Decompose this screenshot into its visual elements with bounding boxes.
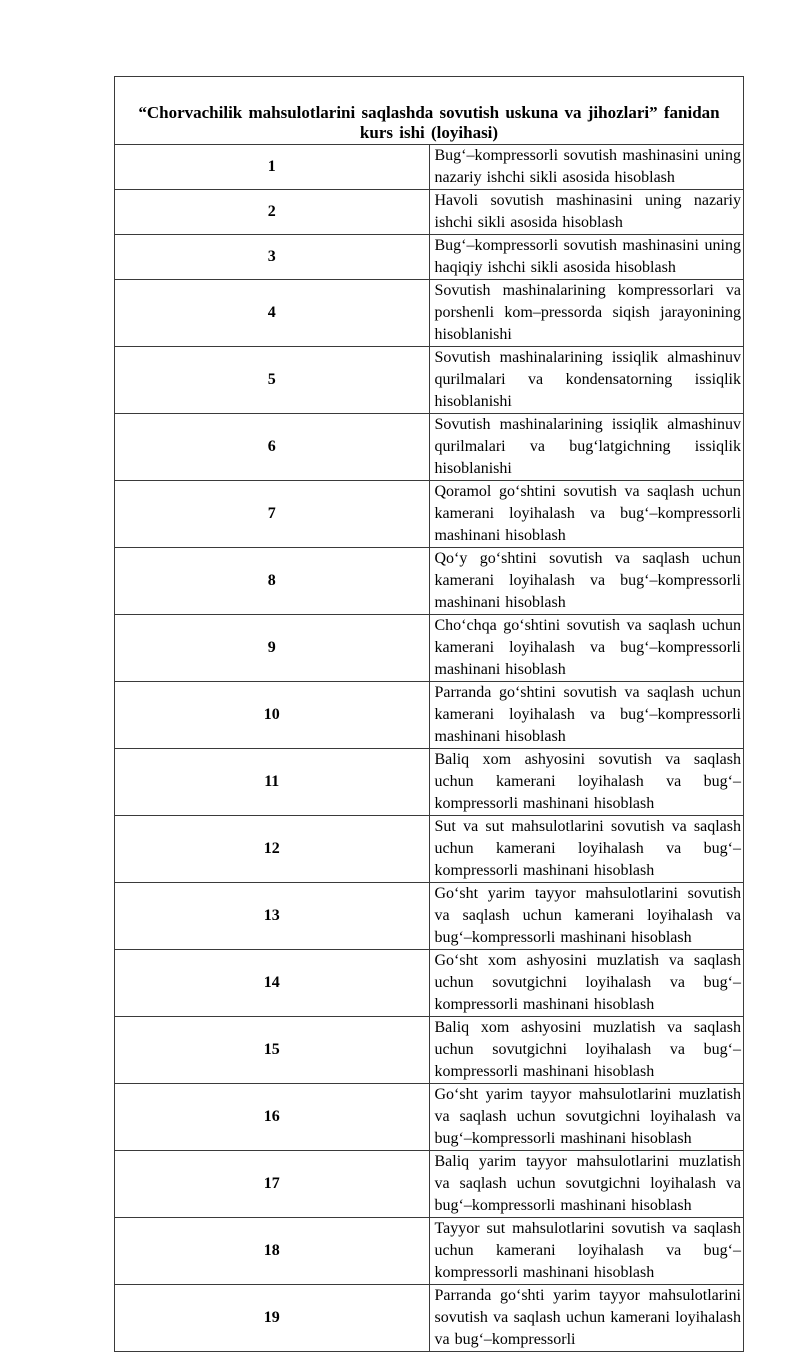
topic-text: Bug‘–kompressorli sovutish mashinasini uning haqiqiy ishchi sikli asosida hisoblash — [429, 235, 744, 280]
table-row — [115, 347, 744, 414]
table-row — [115, 1017, 744, 1084]
title-row — [115, 77, 744, 145]
topic-number: 5 — [115, 347, 430, 414]
topic-number: 1 — [115, 145, 430, 190]
topic-text: Tayyor sut mahsulotlarini sovutish va saqlash uchun kamerani loyihalash va bug‘–kompressorli mashinani hisoblash — [429, 1218, 744, 1285]
topic-number: 7 — [115, 481, 430, 548]
topic-number: 10 — [115, 682, 430, 749]
topic-text: Go‘sht yarim tayyor mahsulotlarini muzlatish va saqlash uchun sovutgichni loyihalash va bug‘–kompressorli mashinani hisoblash — [429, 1084, 744, 1151]
topic-number: 2 — [115, 190, 430, 235]
topic-text: Bug‘–kompressorli sovutish mashinasini uning nazariy ishchi sikli asosida hisoblash — [429, 145, 744, 190]
table-row — [115, 481, 744, 548]
table-row — [115, 615, 744, 682]
table-row — [115, 280, 744, 347]
topic-number: 9 — [115, 615, 430, 682]
table-row — [115, 548, 744, 615]
topic-number: 3 — [115, 235, 430, 280]
document-page — [114, 76, 744, 1352]
document-title: “Chorvachilik mahsulotlarini saqlashda sovutish uskuna va jihozlari” fanidan kurs ishi (loyihasi) — [115, 77, 744, 145]
topic-number: 4 — [115, 280, 430, 347]
topic-number: 11 — [115, 749, 430, 816]
topic-text: Qo‘y go‘shtini sovutish va saqlash uchun kamerani loyihalash va bug‘–kompressorli mashinani hisoblash — [429, 548, 744, 615]
table-row — [115, 950, 744, 1017]
table-row — [115, 883, 744, 950]
topic-number: 19 — [115, 1285, 430, 1352]
topic-number: 16 — [115, 1084, 430, 1151]
table-row — [115, 682, 744, 749]
topic-number: 8 — [115, 548, 430, 615]
topic-number: 15 — [115, 1017, 430, 1084]
topic-number: 18 — [115, 1218, 430, 1285]
table-row — [115, 1151, 744, 1218]
topic-text: Sovutish mashinalarining issiqlik almashinuv qurilmalari va bug‘latgichning issiqlik hisoblanishi — [429, 414, 744, 481]
topic-text: Sovutish mashinalarining kompressorlari va porshenli kom–pressorda siqish jarayonining hisoblanishi — [429, 280, 744, 347]
topic-number: 12 — [115, 816, 430, 883]
topic-text: Qoramol go‘shtini sovutish va saqlash uchun kamerani loyihalash va bug‘–kompressorli mashinani hisoblash — [429, 481, 744, 548]
table-row — [115, 414, 744, 481]
topic-number: 6 — [115, 414, 430, 481]
table-row — [115, 145, 744, 190]
table-row — [115, 190, 744, 235]
topic-text: Havoli sovutish mashinasini uning nazariy ishchi sikli asosida hisoblash — [429, 190, 744, 235]
topic-text: Baliq xom ashyosini sovutish va saqlash uchun kamerani loyihalash va bug‘–kompressorli mashinani hisoblash — [429, 749, 744, 816]
topic-number: 17 — [115, 1151, 430, 1218]
table-row — [115, 235, 744, 280]
topic-number: 14 — [115, 950, 430, 1017]
topic-text: Go‘sht xom ashyosini muzlatish va saqlash uchun sovutgichni loyihalash va bug‘–kompressorli mashinani hisoblash — [429, 950, 744, 1017]
topic-text: Sut va sut mahsulotlarini sovutish va saqlash uchun kamerani loyihalash va bug‘–kompressorli mashinani hisoblash — [429, 816, 744, 883]
topic-text: Baliq xom ashyosini muzlatish va saqlash uchun sovutgichni loyihalash va bug‘–kompressorli mashinani hisoblash — [429, 1017, 744, 1084]
topic-text: Sovutish mashinalarining issiqlik almashinuv qurilmalari va kondensatorning issiqlik hisoblanishi — [429, 347, 744, 414]
table-row — [115, 1285, 744, 1352]
table-row — [115, 816, 744, 883]
table-row — [115, 749, 744, 816]
topic-text: Parranda go‘shti yarim tayyor mahsulotlarini sovutish va saqlash uchun kamerani loyihalash va bug‘–kompressorli — [429, 1285, 744, 1352]
topic-text: Go‘sht yarim tayyor mahsulotlarini sovutish va saqlash uchun kamerani loyihalash va bug‘–kompressorli mashinani hisoblash — [429, 883, 744, 950]
topic-text: Parranda go‘shtini sovutish va saqlash uchun kamerani loyihalash va bug‘–kompressorli mashinani hisoblash — [429, 682, 744, 749]
topics-table — [114, 76, 744, 1352]
topic-text: Baliq yarim tayyor mahsulotlarini muzlatish va saqlash uchun sovutgichni loyihalash va bug‘–kompressorli mashinani hisoblash — [429, 1151, 744, 1218]
table-row — [115, 1084, 744, 1151]
topic-number: 13 — [115, 883, 430, 950]
table-row — [115, 1218, 744, 1285]
topic-text: Cho‘chqa go‘shtini sovutish va saqlash uchun kamerani loyihalash va bug‘–kompressorli mashinani hisoblash — [429, 615, 744, 682]
